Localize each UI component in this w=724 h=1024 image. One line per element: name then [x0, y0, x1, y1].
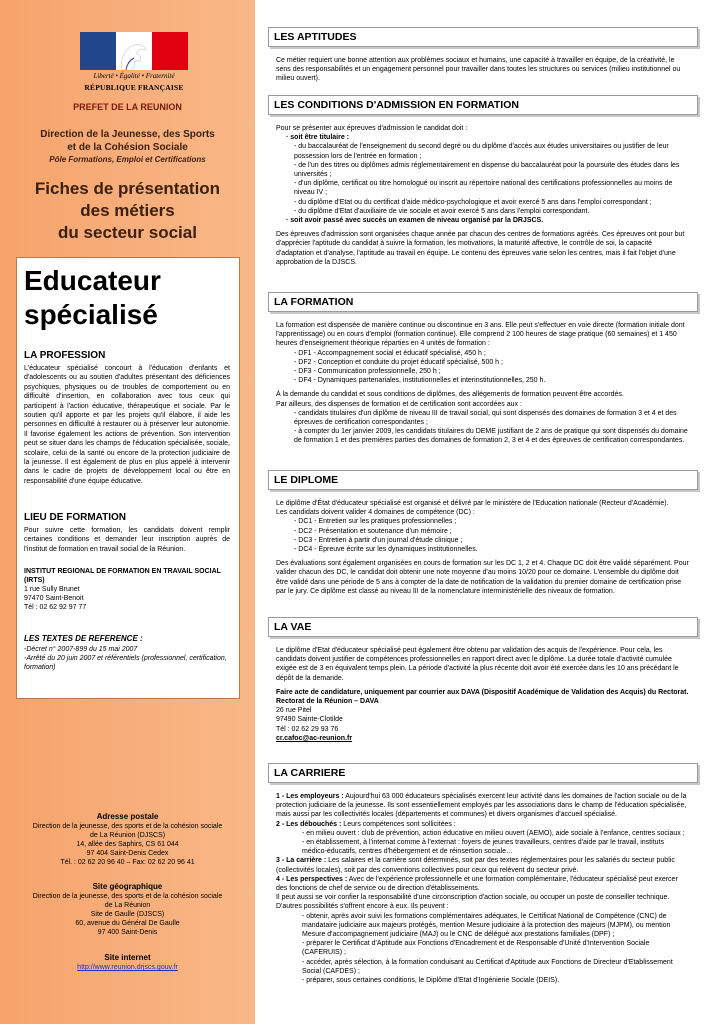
diplome-dc2: - DC2 - Présentation et soutenance d'un mémoire ;	[294, 527, 452, 535]
geo-line-5: 97 400 Saint-Denis	[97, 929, 158, 936]
irts-address	[24, 567, 230, 612]
irts-phone: Tél : 02 62 92 97 77	[24, 604, 87, 611]
carriere-perspectives	[276, 875, 690, 893]
formation-df2: - DF2 - Conception et conduite du projet éducatif spécialisé, 500 h ;	[294, 358, 503, 366]
conditions-titulaire: · soit être titulaire :	[286, 134, 350, 142]
irts-street: 1 rue Sully Brunet	[24, 586, 80, 593]
section-formation-header	[268, 292, 698, 312]
section-vae-body	[276, 646, 690, 743]
carriere-employeurs	[276, 792, 690, 820]
carriere-possibilite-3: - accéder, après sélection, à la formation conduisant au Certificat d'Aptitude aux Fonctions de Directeur d'Etablissement Social (CAFDES) ;	[302, 958, 673, 975]
conditions-item-3: - d'un diplôme, certificat ou titre homologué ou inscrit au répertoire national des certifications professionnelles au moins de niveau IV ;	[294, 180, 673, 197]
adresse-line-4: 97 404 Saint-Denis Cedex	[86, 850, 169, 857]
carriere-circonscription: Il peut aussi se voir confier la responsabilité d'une circonscription d'action sociale, ou occuper un poste de conseiller technique.	[276, 894, 670, 902]
conditions-item-5: - du diplôme d'Etat d'auxiliaire de vie sociale et avoir exercé 5 ans dans l'emploi correspondant.	[294, 207, 590, 215]
irts-name: INSTITUT REGIONAL DE FORMATION EN TRAVAIL SOCIAL (IRTS)	[24, 568, 221, 584]
vae-phone: Tél : 02 62 29 93 76	[276, 725, 339, 733]
diplome-dc3: - DC3 - Entretien à partir d'un journal d'étude clinique ;	[294, 536, 463, 544]
diplome-dc1: - DC1 - Entretien sur les pratiques professionnelles ;	[294, 518, 457, 526]
carriere-carriere-label: 3 - La carrière :	[276, 857, 327, 865]
textes-heading: LES TEXTES DE REFERENCE :	[24, 634, 143, 643]
geo-line-1: Direction de la jeunesse, des sports et de la cohésion sociale	[32, 893, 223, 900]
formation-df1: - DF1 - Accompagnement social et éducatif spécialisé, 450 h ;	[294, 349, 486, 357]
web-heading: Site internet	[104, 953, 151, 962]
profession-card	[16, 257, 240, 699]
site-geographique	[0, 882, 255, 937]
left-panel	[0, 0, 255, 1024]
formation-dispense-1: - candidats titulaires d'un diplôme de niveau III de travail social, qui sont dispensés des domaines de formation 3 et 4 et des épreuves de certification correspondantes ;	[294, 409, 677, 427]
section-formation-title: LA FORMATION	[274, 296, 354, 308]
carriere-debouches-text: Leurs compétences sont sollicitées :	[341, 820, 456, 828]
fiches-line-1: Fiches de présentation	[34, 179, 221, 198]
geo-heading: Site géographique	[92, 882, 163, 891]
diplome-evaluations: Des évaluations sont également organisées en cours de formation sur les DC 1, 2 et 4. Chaque DC doit être validé séparément. Pour valider chacun des DC, le candidat doit obtenir une note moyenne d'au moins 10/20 pour ce domaine. L'ensemble du diplôme doit être validé dans une période de 5 ans à compter de la date de notification de la validation du premier domaine de certification prise par le jury. Ce diplôme est classé au niveau III de la nomenclature interministérielle des niveaux de formation.	[276, 560, 689, 595]
geo-line-3: Site de Gaulle (DJSCS)	[90, 911, 165, 918]
carriere-carriere	[276, 856, 690, 874]
carriere-carriere-text: Les salaires et la carrière sont déterminés, soit par des textes réglementaires pour les salariés du secteur public (collectivités locales), soit par des conventions collectives pour ceux qui relèvent du secteur privé.	[276, 857, 675, 874]
logo-motto: Liberté • Égalité • Fraternité	[93, 72, 175, 80]
section-formation-body	[276, 321, 690, 446]
section-vae-header	[268, 617, 698, 637]
job-title-line-2: spécialisé	[24, 299, 158, 330]
logo-republique: RÉPUBLIQUE FRANÇAISE	[84, 83, 184, 92]
textes-decret: -Décret n° 2007-899 du 15 mai 2007	[24, 646, 138, 653]
vae-street: 26 rue Pitel	[276, 707, 312, 715]
vae-intro: Le diplôme d'Etat d'éducateur spécialisé peut également être obtenu par validation des acquis de l'expérience. Pour cela, les candidats doivent justifier de compétences professionnelles en rapport direct avec le diplôme. La durée totale d'activité cumulée exigée est de 3 en équivalent temps plein. La période d'activité la plus récente doit avoir été exercée dans les 10 ans précédant le dépôt de la demande.	[276, 647, 679, 682]
geo-line-2: de La Réunion	[104, 902, 151, 909]
section-conditions-body	[276, 124, 690, 267]
conditions-item-2: - de l'un des titres ou diplômes admis réglementairement en dispense du baccalauréat pour la poursuite des études dans les universités ;	[294, 161, 680, 179]
vae-city: 97490 Sainte-Clotilde	[276, 716, 343, 724]
website-link[interactable]: http://www.reunion.drjscs.gouv.fr	[77, 964, 178, 971]
carriere-debouches-label: 2 - Les débouchés :	[276, 820, 342, 828]
site-internet	[0, 953, 255, 972]
direction-line-2: et de la Cohésion Sociale	[67, 142, 188, 153]
diplome-dc4: - DC4 - Épreuve écrite sur les dynamiques institutionnelles.	[294, 546, 478, 554]
section-diplome-title: LE DIPLOME	[274, 474, 339, 486]
carriere-perspectives-label: 4 - Les perspectives :	[276, 875, 348, 883]
profession-text: L'éducateur spécialisé concourt à l'éducation d'enfants et d'adolescents ou au soutien d'adultes présentant des déficiences psychiques, physiques ou de troubles de comportement ou en difficulté d'insertion, en collaboration avec tous ceux qui participent à l'action éducative, thérapeutique et sociale. Par le soutien qu'il apporte et par les projets qu'il élabore, il aide les personnes en difficulté à restaurer ou à préserver leur autonomie. Il favorise également les actions de prévention. Son intervention peut se situer dans les champs de l'éducation spécialisée, sociale, scolaire, celui de la santé ou encore de la protection judiciaire de la jeunesse. Il est également de plus en plus appelé à intervenir dans le cadre de projets de développement local ou être en responsabilité d'une équipe éducative.	[24, 365, 230, 485]
marianne-icon	[112, 36, 156, 70]
carriere-employeurs-text: Aujourd'hui 63 000 éducateurs spécialisés exercent leur activité dans les domaines de l'action sociale ou de la protection judiciaire de la jeunesse. Ils sont essentiellement employés par les associations dans le champ de l'éducation spécialisée, mais aussi par les collectivités locales (départements et communes) et divers organismes d'accueil spécialisé.	[276, 793, 687, 819]
profession-heading: LA PROFESSION	[24, 350, 106, 361]
adresse-line-3: 14, allée des Saphirs, CS 61 044	[76, 841, 179, 848]
irts-city: 97470 Saint-Benoit	[24, 595, 84, 602]
carriere-possibilite-2: - préparer le Certificat d'Aptitude aux Fonctions d'Encadrement et de Responsable d'Unité d'Intervention Sociale (CAFERUIS) ;	[302, 940, 650, 957]
aptitudes-text: Ce métier requiert une bonne attention aux problèmes sociaux et humains, une capacité à travailler en équipe, de la créativité, le sens des responsabilités et un engagement personnel pour travailler dans toutes les structures ou services (milieu institutionnel ou milieu ouvert).	[276, 57, 681, 83]
fiches-line-3: du secteur social	[58, 223, 197, 242]
section-carriere-title: LA CARRIERE	[274, 767, 346, 779]
formation-df3: - DF3 - Communication professionnelle, 250 h ;	[294, 368, 441, 376]
section-diplome-body	[276, 499, 690, 596]
prefet-heading: PREFET DE LA REUNION	[73, 102, 182, 112]
conditions-item-1: - du baccalauréat de l'enseignement du second degré ou du diplôme d'accès aux études universitaires ou justifier de leur possession lors de l'entrée en formation ;	[294, 143, 669, 160]
textes-arrete: -Arrêté du 20 juin 2007 et référentiels (professionnel, certification, formation)	[24, 655, 227, 671]
carriere-possibilites: D'autres possibilités s'offrent encore à eux. Ils peuvent :	[276, 903, 449, 911]
carriere-employeurs-label: 1 - Les employeurs :	[276, 793, 344, 800]
section-conditions-header	[268, 95, 698, 115]
adresse-line-1: Direction de la jeunesse, des sports et de la cohésion sociale	[32, 823, 223, 830]
adresse-line-5: Tél. : 02 62 20 96 40 – Fax: 02 62 20 96 41	[60, 859, 195, 866]
formation-dispenses: Par ailleurs, des dispenses de formation et de certification sont accordées aux :	[276, 400, 522, 408]
conditions-item-4: - du diplôme d'Etat ou du certificat d'aide médico-psychologique et avoir exercé 5 ans dans l'emploi correspondant ;	[294, 198, 652, 206]
vae-email-link[interactable]: cr.cafoc@ac-reunion.fr	[276, 734, 353, 742]
fiches-title	[0, 178, 255, 244]
carriere-debouche-1: - en milieu ouvert : club de prévention, action éducative en milieu ouvert (AEMO), aide sociale à l'enfance, centres sociaux ;	[302, 829, 685, 837]
conditions-examen: · soit avoir passé avec succès un examen de niveau organisé par la DRJSCS.	[286, 217, 544, 225]
section-aptitudes-title: LES APTITUDES	[274, 31, 357, 43]
republic-logo	[80, 32, 188, 96]
formation-intro: La formation est dispensée de manière continue ou discontinue en 3 ans. Elle peut s'effectuer en voie directe (formation initiale dont l'apprentissage) ou en cours d'emploi (formation continue). Elle comprend 2 100 heures de stage pratique (60 semaines) et 1 450 heures d'enseignement théorique réparties en 4 unités de formation :	[276, 322, 685, 348]
pole-subtitle: Pôle Formations, Emploi et Certifications	[49, 155, 206, 164]
section-aptitudes-header	[268, 27, 698, 47]
job-title-line-1: Educateur	[24, 265, 161, 296]
carriere-debouches	[276, 820, 690, 829]
job-title	[24, 264, 234, 332]
geo-line-4: 60, avenue du Général De Gaulle	[75, 920, 180, 927]
formation-allegements: À la demande du candidat et sous conditions de diplômes, des allégements de formation peuvent être accordés.	[276, 391, 624, 399]
conditions-epreuves: Des épreuves d'admission sont organisées chaque année par chacun des centres de formations agréés. Ces épreuves ont pour but d'apprécier l'aptitude du candidat à suivre la formation, les motivations, la maturité affective, le contrôle de soi, la capacité d'adaptation et d'analyse, l'aptitude au travail en équipe. Le contenu des épreuves varie selon les centres, mais il fait l'objet d'une approbation de la DJSCS.	[276, 231, 685, 266]
adresse-heading: Adresse postale	[96, 812, 159, 821]
section-carriere-body	[276, 792, 690, 985]
carriere-possibilite-1: - obtenir, après avoir suivi les formations complémentaires adéquates, le Certificat National de Compétence (CNC) de mandataire judiciaire aux majeurs protégés, mention Mesure judiciaire à la protection des majeurs (MJPM), ou mention Mesure d'accompagnement judiciaire (MAJ) ou le CNC de délégué aux prestations familiales (DPF) ;	[302, 912, 671, 939]
section-aptitudes-body	[276, 56, 690, 84]
carriere-possibilite-4: - préparer, sous certaines conditions, le Diplôme d'Etat d'Ingénierie Sociale (DEIS).	[302, 977, 560, 985]
lieu-heading: LIEU DE FORMATION	[24, 512, 127, 523]
vae-candidature: Faire acte de candidature, uniquement par courrier aux DAVA (Dispositif Académique de Validation des Acquis) du Rectorat.	[276, 688, 689, 696]
direction-title	[0, 128, 255, 154]
conditions-intro: Pour se présenter aux épreuves d'admission le candidat doit :	[276, 125, 468, 132]
carriere-perspectives-text: Avec de l'expérience professionnelle et une formation complémentaire, l'éducateur spécialisé peut exercer des fonctions de chef de service ou de direction d'établissements.	[276, 875, 678, 893]
section-conditions-title: LES CONDITIONS D'ADMISSION EN FORMATION	[274, 99, 519, 111]
carriere-debouche-2: - en établissement, à l'internat comme à l'externat : foyers de jeunes travailleurs, centres d'aide par le travail, instituts médico-éducatifs, centres d'hébergement et de réinsertion sociale…	[302, 839, 664, 856]
section-diplome-header	[268, 470, 698, 490]
adresse-line-2: de La Réunion (DJSCS)	[89, 832, 166, 839]
vae-rectorat: Rectorat de la Réunion – DAVA	[276, 698, 379, 706]
textes-reference	[24, 634, 230, 672]
formation-df4: - DF4 - Dynamiques partenariales, institutionnelles et interinstitutionnelles, 250 h.	[294, 377, 546, 385]
direction-line-1: Direction de la Jeunesse, des Sports	[40, 129, 215, 140]
adresse-postale	[0, 812, 255, 867]
diplome-intro: Le diplôme d'État d'éducateur spécialisé est organisé et délivré par le ministère de l'Education nationale (Recteur d'Académie).	[276, 500, 669, 507]
diplome-domaines: Les candidats doivent valider 4 domaines de compétence (DC) :	[276, 509, 475, 517]
section-vae-title: LA VAE	[274, 621, 312, 633]
section-carriere-header	[268, 763, 698, 783]
lieu-text: Pour suivre cette formation, les candidats doivent remplir certaines conditions et demander leur inscription auprès de l'institut de formation en travail social de la Réunion.	[24, 527, 230, 553]
formation-dispense-2: - à compter du 1er janvier 2009, les candidats titulaires du DEME justifiant de 2 ans de pratique qui sont dispensés du domaine de formation 1 et des premières parties des domaines de formation 2, 3 et 4 et des épreuves de certification correspondantes.	[294, 428, 688, 445]
fiches-line-2: des métiers	[80, 201, 175, 220]
